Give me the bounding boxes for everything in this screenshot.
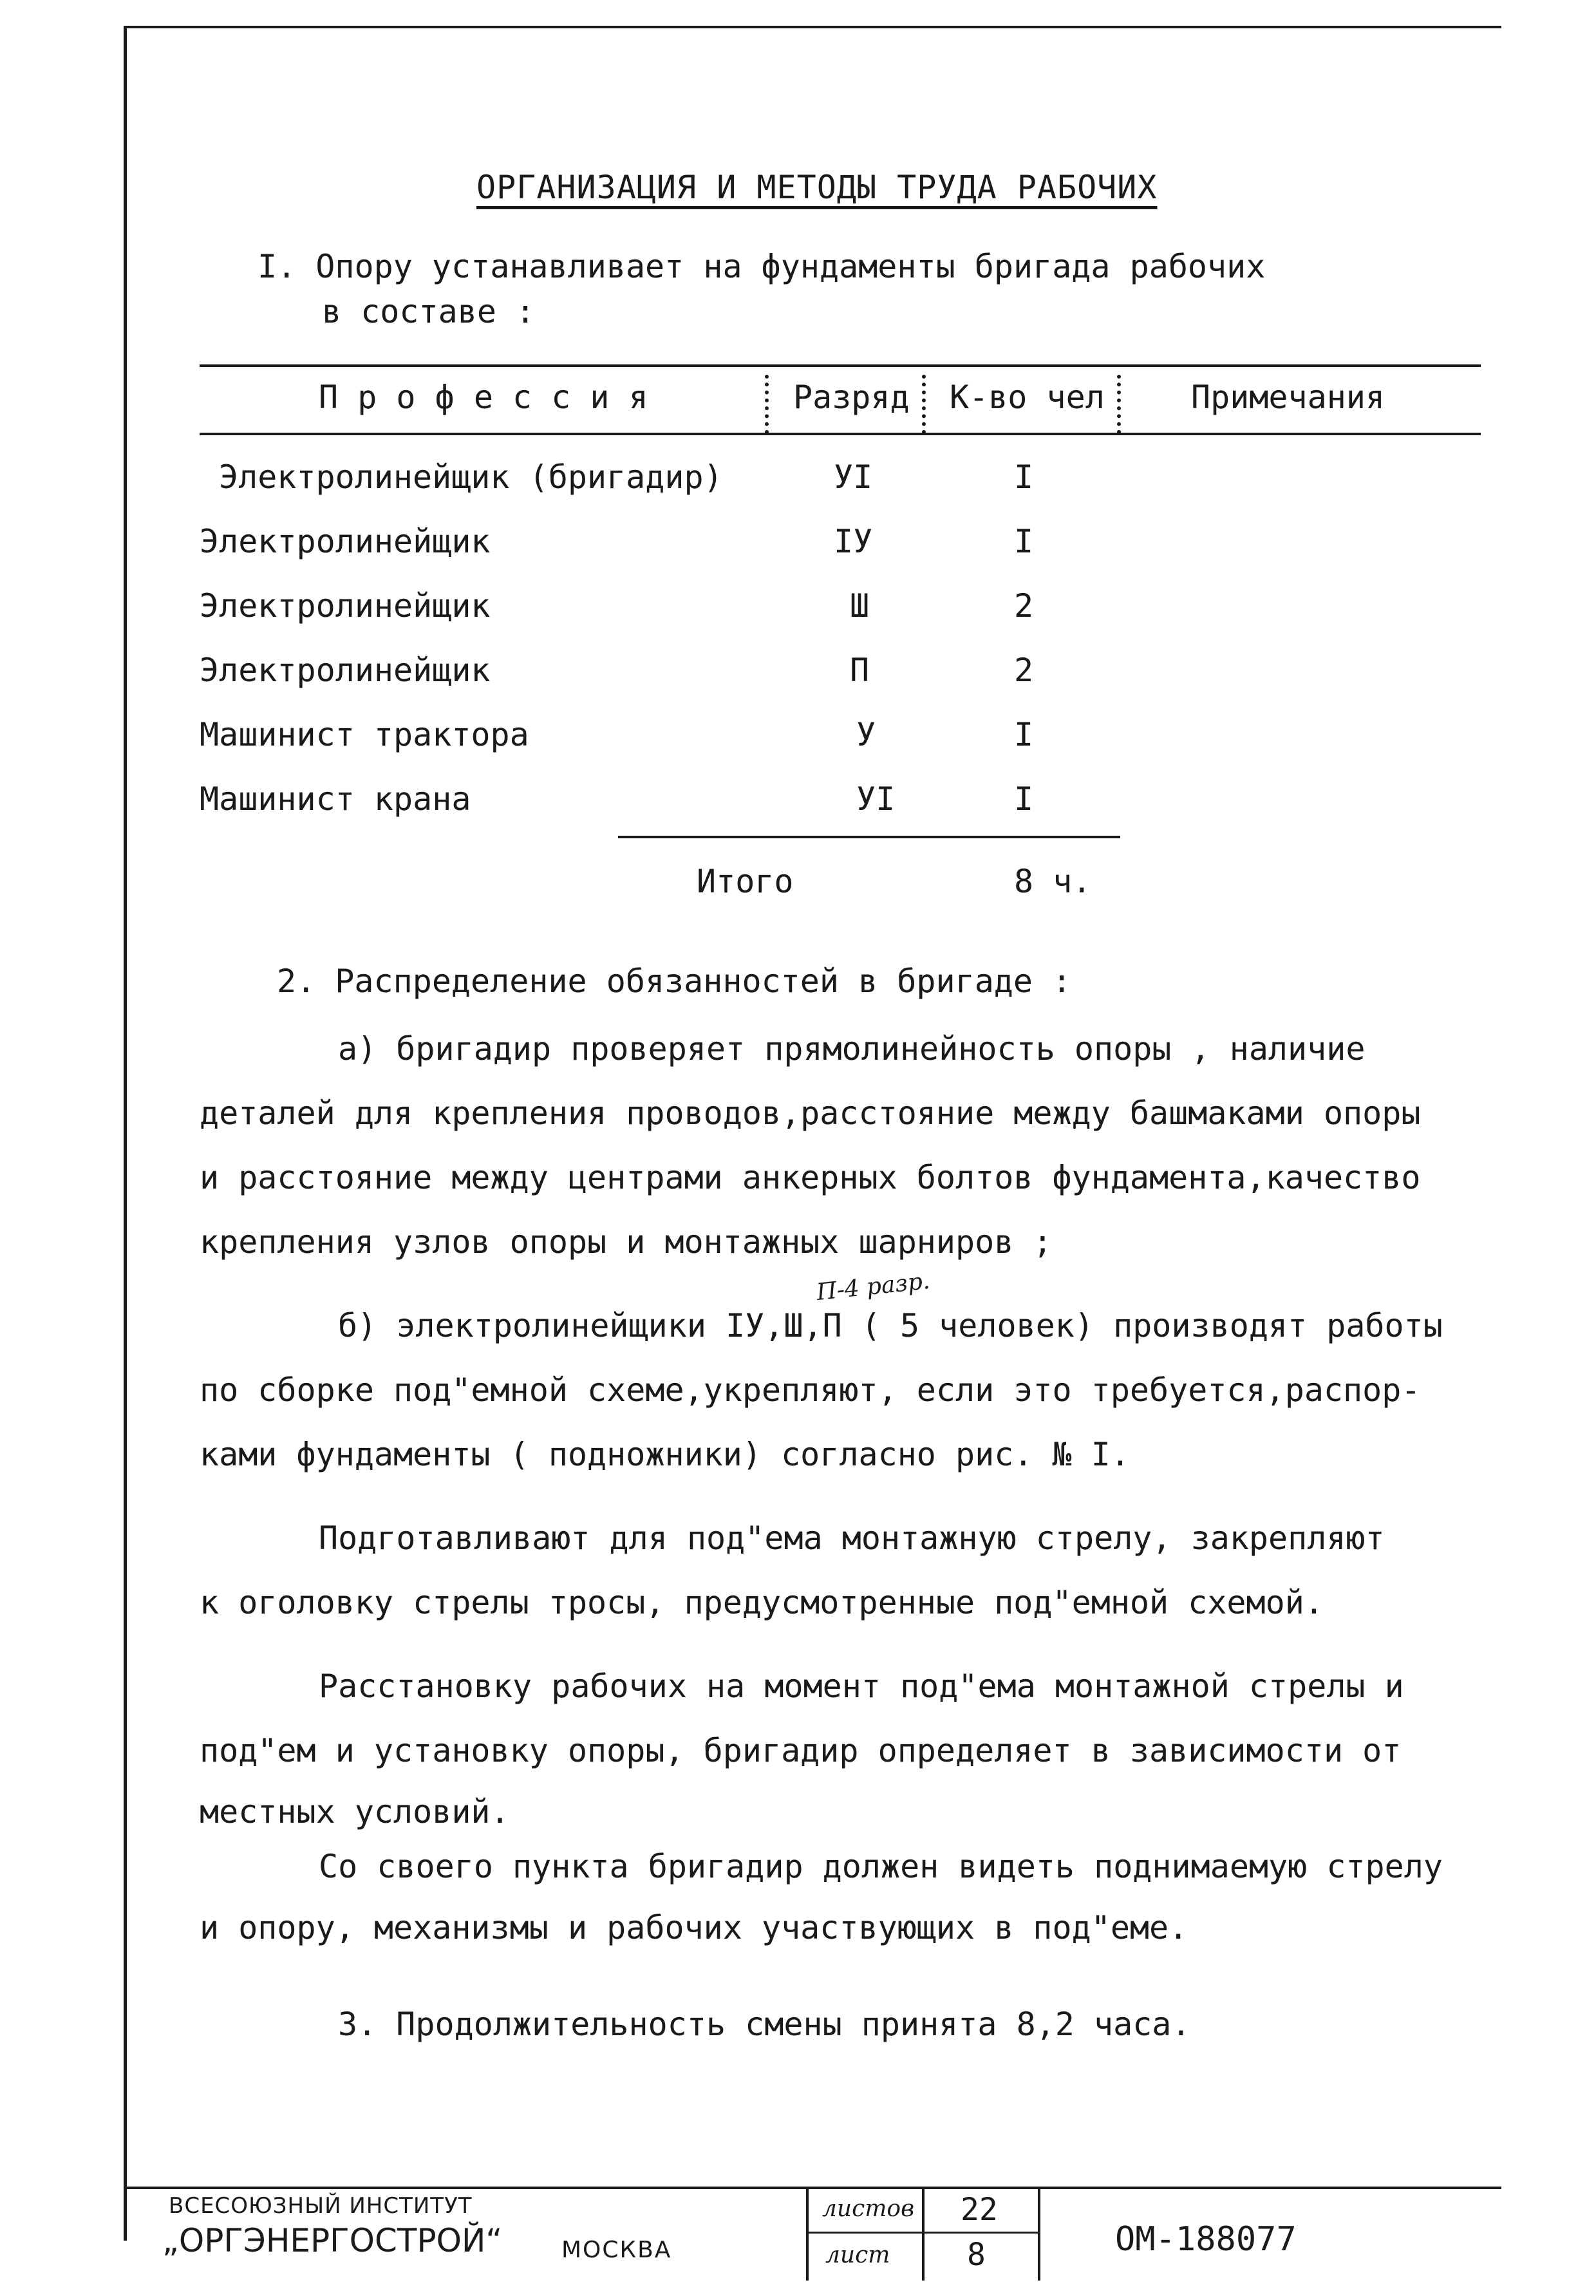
section2-a-line: а) бригадир проверяет прямолинейность опоры , наличие xyxy=(338,1030,1366,1068)
cell-grade: П xyxy=(850,652,870,689)
section2-a-line: крепления узлов опоры и монтажных шарниров ; xyxy=(200,1223,1053,1261)
cell-grade: У xyxy=(856,716,876,753)
col-separator xyxy=(922,375,926,434)
col-header-profession: П р о ф е с с и я xyxy=(319,379,648,416)
cell-profession: Электролинейщик xyxy=(200,652,491,689)
section1-line2: в составе : xyxy=(322,293,536,330)
city-label: МОСКВА xyxy=(561,2237,672,2263)
paragraph-line: Расстановку рабочих на момент под"ема монтажной стрелы и xyxy=(319,1668,1404,1705)
cell-count: I xyxy=(1014,458,1034,496)
cell-grade: IУ xyxy=(834,523,873,560)
title-block-divider xyxy=(922,2187,925,2281)
cell-count: I xyxy=(1014,523,1034,560)
section2-heading: 2. Распределение обязанностей в бригаде : xyxy=(277,963,1072,1000)
cell-grade: Ш xyxy=(850,587,870,625)
paragraph-line: местных условий. xyxy=(200,1793,510,1830)
title-block-mid-rule xyxy=(806,2232,1038,2234)
total-value: 8 ч. xyxy=(1014,863,1092,900)
section1-line1: I. Опору устанавливает на фундаменты бригада рабочих xyxy=(258,248,1266,285)
table-top-rule xyxy=(200,364,1481,367)
total-label: Итого xyxy=(697,863,794,900)
paragraph-line: Со своего пункта бригадир должен видеть поднимаемую стрелу xyxy=(319,1848,1443,1885)
cell-grade: УI xyxy=(834,458,873,496)
cell-count: I xyxy=(1014,716,1034,753)
section2-b-line: б) электролинейщики IУ,Ш,П ( 5 человек) производят работы xyxy=(338,1307,1443,1344)
cell-count: 2 xyxy=(1014,587,1034,625)
cell-grade: УI xyxy=(856,780,896,818)
total-rule xyxy=(618,836,1120,838)
title-block xyxy=(124,2187,1501,2281)
section3-text: 3. Продолжительность смены принята 8,2 часа. xyxy=(338,2006,1191,2043)
paragraph-line: и опору, механизмы и рабочих участвующих в под"еме. xyxy=(200,1909,1188,1946)
col-separator xyxy=(1117,375,1121,434)
cell-count: 2 xyxy=(1014,652,1034,689)
sheets-label: листов xyxy=(822,2196,915,2222)
col-header-notes: Примечания xyxy=(1191,379,1385,416)
cell-count: I xyxy=(1014,780,1034,818)
cell-profession: Машинист крана xyxy=(200,780,471,818)
title-block-top-rule xyxy=(124,2187,1501,2189)
institute-name: „ОРГЭНЕРГОСТРОЙ“ xyxy=(162,2222,503,2259)
col-header-count: К-во чел xyxy=(950,379,1105,416)
section2-a-line: деталей для крепления проводов,расстояние между башмаками опоры xyxy=(200,1095,1421,1132)
document-title: ОРГАНИЗАЦИЯ И МЕТОДЫ ТРУДА РАБОЧИХ xyxy=(476,169,1158,206)
paragraph-line: к оголовку стрелы тросы, предусмотренные под"емной схемой. xyxy=(200,1584,1324,1621)
sheet-value: 8 xyxy=(967,2237,986,2273)
page-frame-top xyxy=(124,26,1501,28)
cell-profession: Электролинейщик xyxy=(200,587,491,625)
sheet-label: лист xyxy=(825,2242,890,2268)
table-header-rule xyxy=(200,433,1481,435)
paragraph-line: под"ем и установку опоры, бригадир определяет в зависимости от xyxy=(200,1732,1402,1769)
section2-b-line: ками фундаменты ( подножники) согласно рис. № I. xyxy=(200,1436,1130,1473)
col-header-grade: Разряд xyxy=(793,379,910,416)
document-code: ОМ-188077 xyxy=(1115,2220,1297,2259)
cell-profession: Электролинейщик (бригадир) xyxy=(219,458,723,496)
col-separator xyxy=(765,375,769,434)
cell-profession: Электролинейщик xyxy=(200,523,491,560)
section2-a-line: и расстояние между центрами анкерных болтов фундамента,качество xyxy=(200,1159,1421,1196)
handwritten-annotation: П-4 разр. xyxy=(815,1267,932,1306)
sheets-value: 22 xyxy=(961,2192,998,2228)
section2-b-line: по сборке под"емной схеме,укрепляют, если это требуется,распор- xyxy=(200,1371,1421,1409)
title-block-divider xyxy=(806,2187,809,2281)
institute-line1: ВСЕСОЮЗНЫЙ ИНСТИТУТ xyxy=(169,2193,473,2219)
page-frame-left xyxy=(124,26,127,2241)
title-block-divider xyxy=(1038,2187,1040,2281)
paragraph-line: Подготавливают для под"ема монтажную стрелу, закрепляют xyxy=(319,1520,1385,1557)
cell-profession: Машинист трактора xyxy=(200,716,529,753)
